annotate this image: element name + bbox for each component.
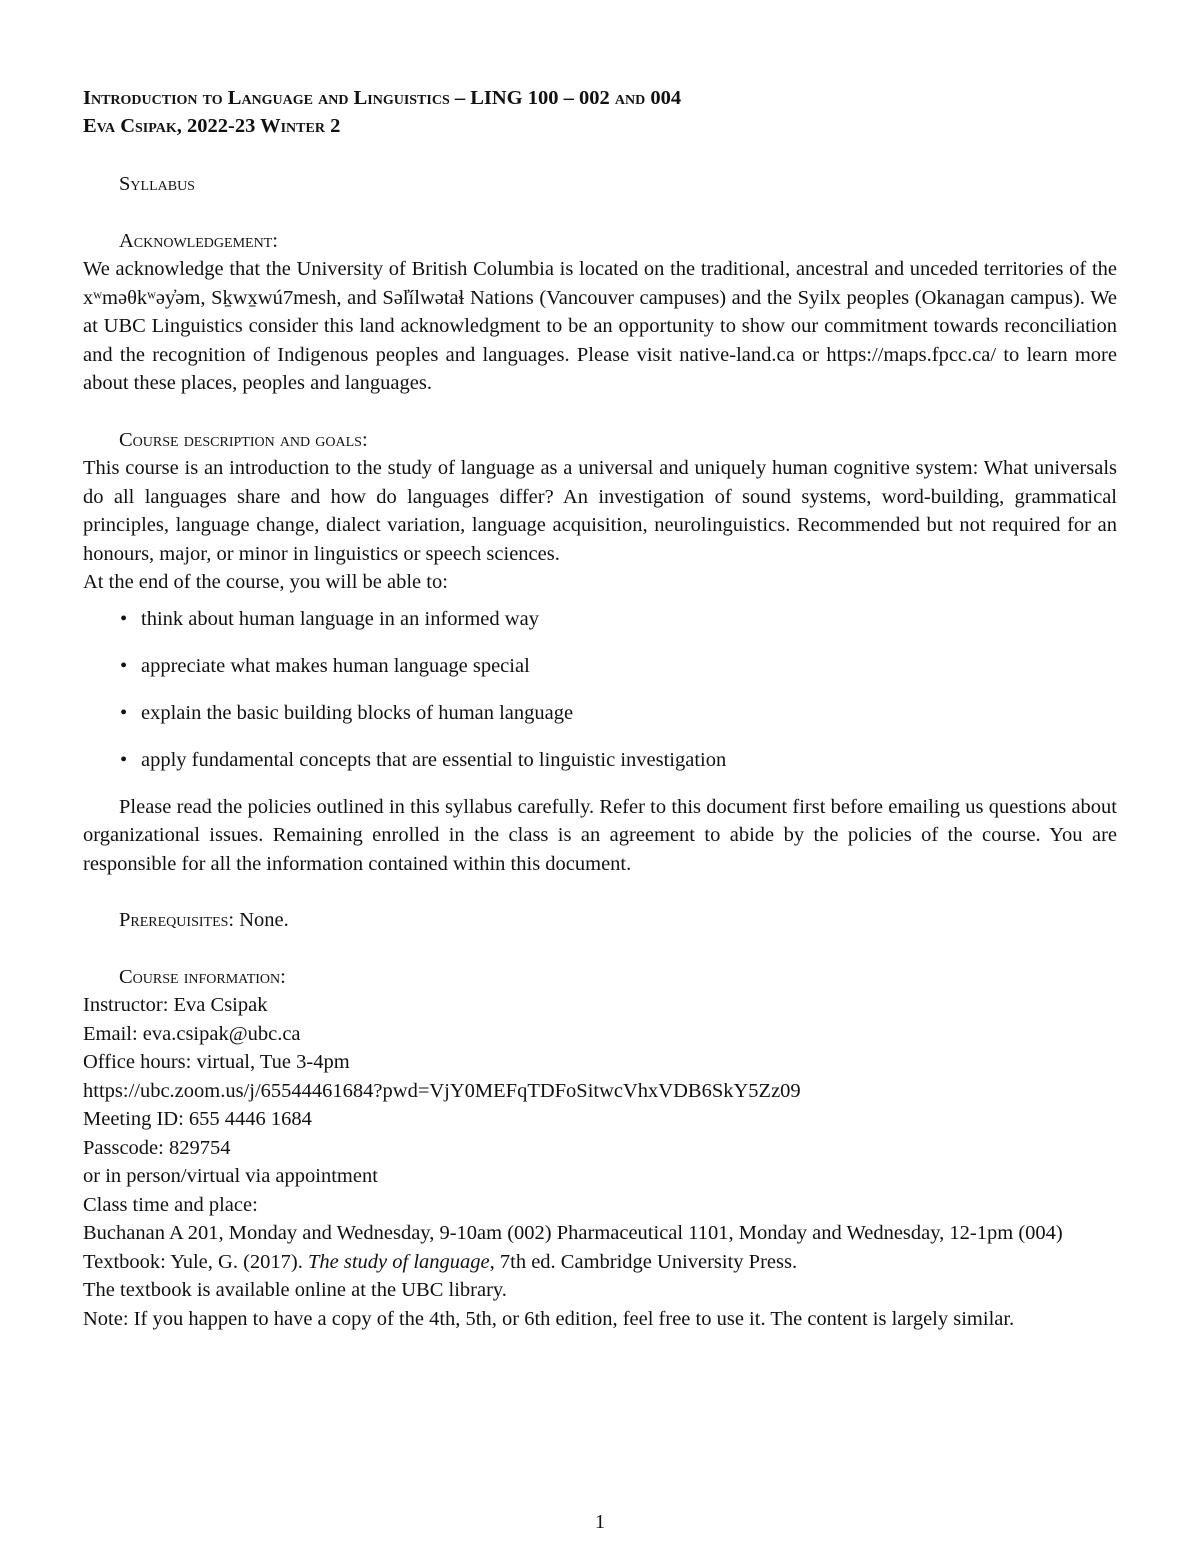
course-description-text: This course is an introduction to the study of language as a universal and uniquely human cognitive system: What universals do all languages share and how do languages differ? An investigation of sound systems, word-building, grammatical principles, language change, dialect variation, language acquisition, neurolinguistics. Recommended but not required for an honours, major, or minor in linguistics or speech sciences. (83, 457, 1117, 565)
instructor-term: Eva Csipak, 2022-23 Winter 2 (83, 115, 341, 137)
zoom-link[interactable]: https://ubc.zoom.us/j/65544461684?pwd=VjY0MEFqTDFoSitwcVhxVDB6SkY5Zz09 (83, 1079, 801, 1102)
class-time-label: Class time and place: (83, 1193, 258, 1216)
course-description-section (83, 426, 1117, 879)
syllabus-heading: Syllabus (119, 173, 195, 195)
office-hours-line: Office hours: virtual, Tue 3-4pm (83, 1051, 350, 1073)
course-information-section (83, 963, 1117, 1334)
bullet-icon: • (120, 654, 128, 677)
list-item (83, 746, 1117, 793)
instructor-line: Instructor: Eva Csipak (83, 994, 268, 1016)
bullet-icon: • (120, 701, 128, 724)
goals-list (83, 605, 1117, 793)
acknowledgement-heading: Acknowledgement: (119, 229, 278, 252)
textbook-title: The study of language (307, 1250, 490, 1273)
goals-intro: At the end of the course, you will be able to: (83, 571, 448, 593)
syllabus-page (83, 84, 1117, 1333)
list-item (83, 652, 1117, 699)
course-information-heading: Course information: (119, 965, 286, 988)
prerequisites-section (83, 906, 1117, 935)
policy-note: Please read the policies outlined in this syllabus carefully. Refer to this document first before emailing us questions about organizational issues. Remaining enrolled in the class is an agreement to abide by the policies of the course. You are responsible for all the information contained within this document. (83, 795, 1117, 875)
prerequisites-value: None. (239, 909, 289, 931)
textbook-line (83, 1248, 1117, 1277)
bullet-icon: • (120, 607, 128, 630)
passcode-line: Passcode: 829754 (83, 1136, 231, 1159)
course-description-heading: Course description and goals: (119, 428, 368, 451)
appointment-line: or in person/virtual via appointment (83, 1165, 378, 1187)
email-line: Email: eva.csipak@ubc.ca (83, 1022, 301, 1045)
page-number: 1 (594, 1511, 606, 1533)
goal-text: apply fundamental concepts that are essential to linguistic investigation (141, 748, 727, 771)
textbook-availability: The textbook is available online at the UBC library. (83, 1279, 507, 1301)
bullet-icon: • (120, 748, 128, 771)
course-title: Introduction to Language and Linguistics – LING 100 – 002 and 004 (83, 87, 682, 109)
prerequisites-heading: Prerequisites: (119, 909, 235, 931)
textbook-prefix: Textbook: Yule, G. (2017). (83, 1250, 308, 1273)
edition-note: Note: If you happen to have a copy of the 4th, 5th, or 6th edition, feel free to use it. The content is largely similar. (83, 1307, 1015, 1330)
acknowledgement-section (83, 227, 1117, 398)
list-item (83, 605, 1117, 652)
goal-text: think about human language in an informed way (141, 607, 539, 630)
meeting-id-line: Meeting ID: 655 4446 1684 (83, 1108, 312, 1130)
textbook-suffix: , 7th ed. Cambridge University Press. (489, 1250, 798, 1273)
acknowledgement-text: We acknowledge that the University of British Columbia is located on the traditional, ancestral and unceded territories of the xʷməθkʷəy̓əm, Sḵwx̱wú7mesh, and Səl̓ílwətaɬ Nations (Vancouver campuses) and the Syilx peoples (Okanagan campus). We at UBC Linguistics consider this land acknowledgment to be an opportunity to show our commitment towards reconciliation and the recognition of Indigenous peoples and languages. Please visit native-land.ca or https://maps.fpcc.ca/ to learn more about these places, peoples and languages. (83, 258, 1117, 394)
class-time-value: Buchanan A 201, Monday and Wednesday, 9-10am (002) Pharmaceutical 1101, Monday and Wednesday, 12-1pm (004) (83, 1222, 1063, 1244)
document-header (83, 84, 1117, 140)
goal-text: explain the basic building blocks of human language (141, 701, 574, 724)
goal-text: appreciate what makes human language special (141, 654, 530, 677)
list-item (83, 699, 1117, 746)
